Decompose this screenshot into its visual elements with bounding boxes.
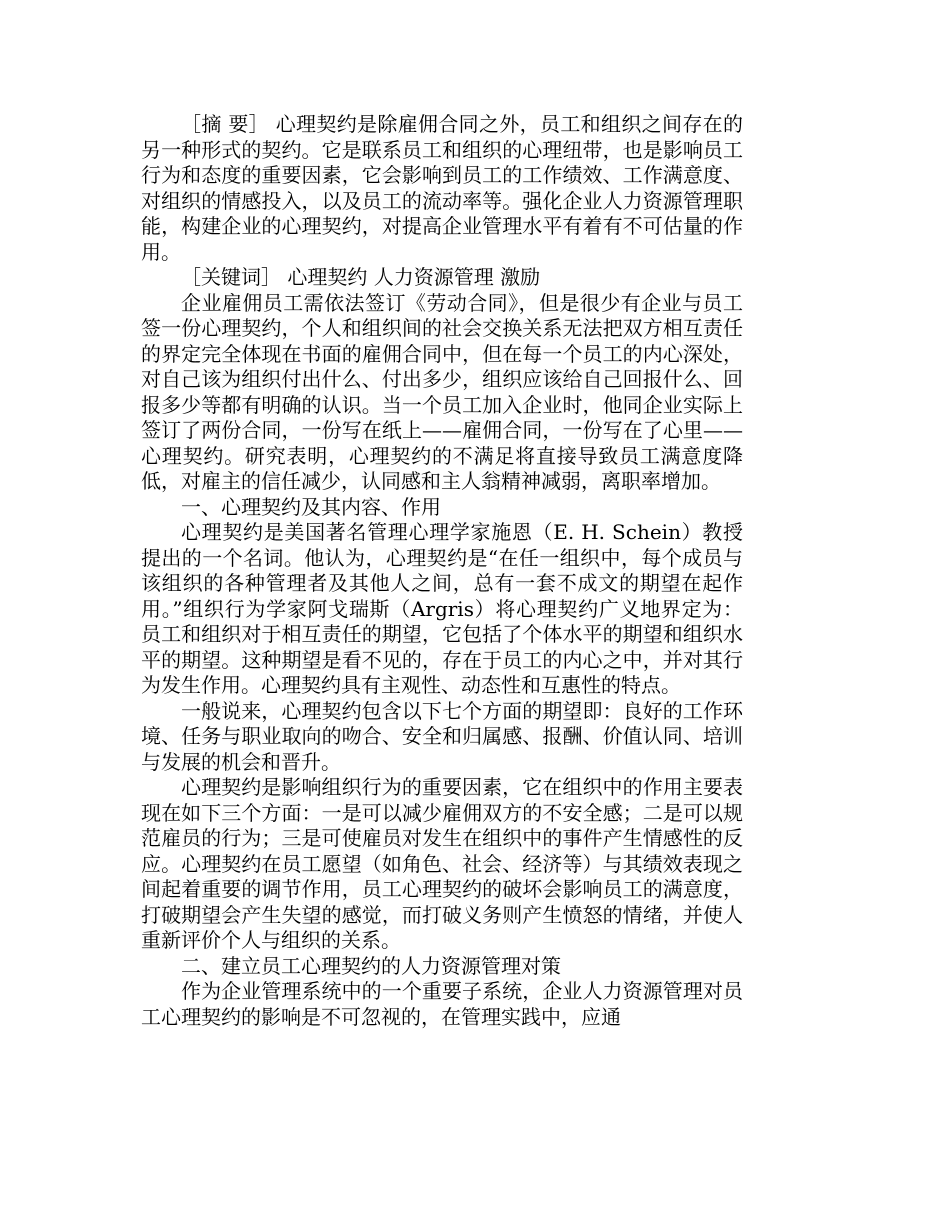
- section-heading-1: 一、心理契约及其内容、作用: [181, 494, 441, 519]
- definition-paragraph: 心理契约是美国著名管理心理学家施恩（E. H. Schein）教授提出的一个名词。他认为，心理契约是“在任一组织中，每个成员与该组织的各种管理者及其他人之间，总有一套不成文的期望在起作用。”组织行为学家阿戈瑞斯（Argris）将心理契约广义地界定为：员工和组织对于相互责任的期望，它包括了个体水平的期望和组织水平的期望。这种期望是看不见的，存在于员工的内心之中，并对其行为发生作用。心理契约具有主观性、动态性和互惠性的特点。: [141, 520, 743, 697]
- expectations-paragraph: 一般说来，心理契约包含以下七个方面的期望即：良好的工作环境、任务与职业取向的吻合、安全和归属感、报酬、价值认同、培训与发展的机会和晋升。: [141, 698, 743, 774]
- abstract-paragraph: ［摘 要］ 心理契约是除雇佣合同之外，员工和组织之间存在的另一种形式的契约。它是联系员工和组织的心理纽带，也是影响员工行为和态度的重要因素，它会影响到员工的工作绩效、工作满意度、对组织的情感投入，以及员工的流动率等。强化企业人力资源管理职能，构建企业的心理契约，对提高企业管理水平有着有不可估量的作用。: [141, 112, 743, 264]
- countermeasures-paragraph: 作为企业管理系统中的一个重要子系统，企业人力资源管理对员工心理契约的影响是不可忽视的，在管理实践中，应通: [141, 979, 743, 1029]
- intro-paragraph: 企业雇佣员工需依法签订《劳动合同》，但是很少有企业与员工签一份心理契约，个人和组织间的社会交换关系无法把双方相互责任的界定完全体现在书面的雇佣合同中，但在每一个员工的内心深处，对自己该为组织付出什么、付出多少，组织应该给自己回报什么、回报多少等都有明确的认识。当一个员工加入企业时，他同企业实际上签订了两份合同，一份写在纸上——雇佣合同，一份写在了心里——心理契约。研究表明，心理契约的不满足将直接导致员工满意度降低，对雇主的信任减少，认同感和主人翁精神减弱，离职率增加。: [141, 290, 743, 493]
- document-body: [141, 112, 743, 1030]
- keywords-paragraph: ［关键词］ 心理契约 人力资源管理 激励: [181, 265, 541, 289]
- functions-paragraph: 心理契约是影响组织行为的重要因素，它在组织中的作用主要表现在如下三个方面：一是可以减少雇佣双方的不安全感；二是可以规范雇员的行为；三是可使雇员对发生在组织中的事件产生情感性的反应。心理契约在员工愿望（如角色、社会、经济等）与其绩效表现之间起着重要的调节作用，员工心理契约的破坏会影响员工的满意度，打破期望会产生失望的感觉，而打破义务则产生愤怒的情绪，并使人重新评价个人与组织的关系。: [141, 775, 743, 952]
- section-heading-2: 二、建立员工心理契约的人力资源管理对策: [181, 953, 561, 978]
